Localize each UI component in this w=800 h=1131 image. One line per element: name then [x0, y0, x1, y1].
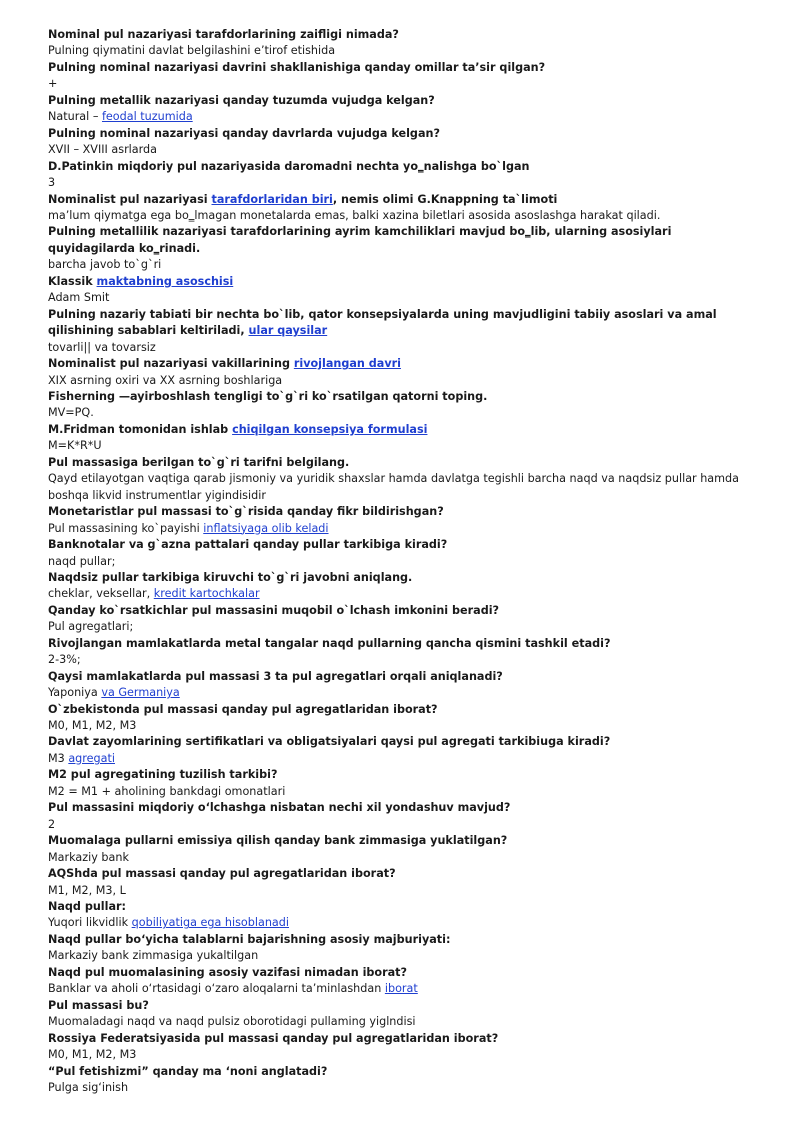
- answer: [48, 981, 760, 997]
- question-text: Pulning metallilik nazariyasi tarafdorlarining ayrim kamchiliklari mavjud bo‗lib, ularning asosiylari quyidagilarda ko‗rinadi.: [48, 225, 672, 255]
- hyperlink[interactable]: iborat: [384, 982, 418, 996]
- answer: [48, 784, 760, 800]
- answer: [48, 43, 760, 59]
- answer-text: Pulga sig‘inish: [48, 1081, 129, 1094]
- question: [48, 570, 760, 586]
- qa-item: [48, 965, 760, 998]
- qa-item: [48, 307, 760, 356]
- question: [48, 1031, 760, 1047]
- hyperlink[interactable]: ular qaysilar: [248, 324, 328, 338]
- answer-text: M0, M1, M2, M3: [48, 719, 137, 733]
- question-text: M.Fridman tomonidan ishlab: [48, 422, 233, 436]
- hyperlink[interactable]: va Germaniya: [101, 686, 180, 700]
- qa-item: [48, 767, 760, 800]
- question-text: D.Patinkin miqdoriy pul nazariyasida daromadni nechta yo‗nalishga bo`lgan: [48, 159, 530, 173]
- answer-text: 3: [48, 176, 56, 190]
- answer-text: Markaziy bank zimmasiga yukaltilgan: [48, 949, 259, 963]
- answer: [48, 619, 760, 635]
- qa-item: [48, 224, 760, 273]
- question: [48, 356, 760, 372]
- question-text: Naqdsiz pullar tarkibiga kiruvchi to`g`ri javobni aniqlang.: [48, 570, 413, 584]
- answer-text: Yaponiya: [48, 686, 102, 700]
- answer-text: Pulning qiymatini davlat belgilashini e’tirof etishida: [48, 44, 336, 58]
- qa-item: [48, 60, 760, 93]
- question: [48, 455, 760, 471]
- qa-item: [48, 126, 760, 159]
- answer-text: Adam Smit: [48, 291, 110, 305]
- question-text: Pulning nominal nazariyasi qanday davrlarda vujudga kelgan?: [48, 126, 440, 140]
- question-text: AQShda pul massasi qanday pul agregatlaridan iborat?: [48, 867, 396, 881]
- hyperlink[interactable]: qobiliyatiga ega hisoblanadi: [131, 916, 289, 930]
- question: [48, 60, 760, 76]
- answer-text: M2 = M1 + aholining bankdagi omonatlari: [48, 784, 286, 798]
- answer-text: 2-3%;: [48, 653, 81, 667]
- answer-text: tovarli|| va tovarsiz: [48, 340, 156, 354]
- answer-text: Natural –: [48, 110, 102, 124]
- qa-item: [48, 192, 760, 225]
- answer-text: M0, M1, M2, M3: [48, 1048, 137, 1062]
- question-text: Pulning metallik nazariyasi qanday tuzumda vujudga kelgan?: [48, 93, 435, 107]
- question: [48, 767, 760, 783]
- answer: [48, 685, 760, 701]
- question: [48, 307, 760, 340]
- question: [48, 159, 760, 175]
- qa-item: [48, 932, 760, 965]
- answer-text: 2: [48, 817, 56, 831]
- answer-text: Yuqori likvidlik: [48, 916, 132, 930]
- qa-item: [48, 159, 760, 192]
- qa-item: [48, 866, 760, 899]
- answer: [48, 521, 760, 537]
- question-text: Pul massasi bu?: [48, 998, 149, 1012]
- qa-item: [48, 422, 760, 455]
- answer: [48, 405, 760, 421]
- question-text: Pulning nazariy tabiati bir nechta bo`lib, qator konsepsiyalarda uning mavjudligini tabiiy asoslari va amal qilishining sabablari keltiriladi,: [48, 307, 717, 338]
- qa-item: [48, 356, 760, 389]
- question-text: Nominalist pul nazariyasi: [48, 192, 212, 206]
- question-text: Pulning nominal nazariyasi davrini shakllanishiga qanday omillar ta’sir qilgan?: [48, 60, 546, 74]
- hyperlink[interactable]: chiqilgan konsepsiya formulasi: [232, 422, 428, 436]
- answer-text: naqd pullar;: [48, 554, 116, 568]
- question-text: Banknotalar va g`azna pattalari qanday pullar tarkibiga kiradi?: [48, 538, 448, 552]
- question: [48, 899, 760, 915]
- qa-item: [48, 389, 760, 422]
- answer-text: M=K*R*U: [48, 439, 102, 453]
- question: [48, 998, 760, 1014]
- question: [48, 603, 760, 619]
- question-text: Pul massasiga berilgan to`g`ri tarifni belgilang.: [48, 455, 350, 469]
- question: [48, 389, 760, 405]
- qa-item: [48, 1064, 760, 1097]
- answer: [48, 142, 760, 158]
- qa-item: [48, 734, 760, 767]
- question-text: Nominal pul nazariyasi tarafdorlarining zaifligi nimada?: [48, 28, 399, 41]
- answer: [48, 751, 760, 767]
- qa-item: [48, 27, 760, 60]
- hyperlink[interactable]: kredit kartochkalar: [153, 587, 260, 601]
- hyperlink[interactable]: maktabning asoschisi: [96, 274, 234, 288]
- qa-item: [48, 455, 760, 504]
- qa-item: [48, 570, 760, 603]
- answer-text: M3: [48, 751, 69, 765]
- qa-item: [48, 274, 760, 307]
- hyperlink[interactable]: rivojlangan davri: [293, 357, 401, 371]
- answer-text: Muomaladagi naqd va naqd pulsiz oborotidagi pullaming yiglndisi: [48, 1015, 416, 1029]
- answer-text: Pul massasining ko`payishi: [48, 521, 204, 535]
- answer-text: barcha javob to`g`ri: [48, 258, 162, 272]
- answer: [48, 373, 760, 389]
- answer-text: cheklar, veksellar,: [48, 587, 154, 601]
- question: [48, 1064, 760, 1080]
- question-text: Naqd pullar bo‘yicha talablarni bajarishning asosiy majburiyati:: [48, 932, 451, 946]
- answer-text: Banklar va aholi o‘rtasidagi o‘zaro aloqalarni ta’minlashdan: [48, 982, 385, 996]
- answer: [48, 257, 760, 273]
- answer: [48, 1080, 760, 1096]
- answer: [48, 109, 760, 125]
- qa-item: [48, 800, 760, 833]
- question-text: Naqd pul muomalasining asosiy vazifasi nimadan iborat?: [48, 965, 408, 979]
- question: [48, 126, 760, 142]
- answer: [48, 883, 760, 899]
- qa-item: [48, 669, 760, 702]
- question-text: “Pul fetishizmi” qanday ma ‘noni anglatadi?: [48, 1064, 328, 1078]
- answer: [48, 175, 760, 191]
- question-text: Qaysi mamlakatlarda pul massasi 3 ta pul agregatlari orqali aniqlanadi?: [48, 669, 503, 683]
- question: [48, 224, 760, 257]
- answer-text: Markaziy bank: [48, 850, 129, 864]
- answer: [48, 915, 760, 931]
- answer: [48, 817, 760, 833]
- answer-text: Qayd etilayotgan vaqtiga qarab jismoniy va yuridik shaxslar hamda davlatga tegishli barcha naqd va naqdsiz pullar hamda boshqa likvid instrumentlar yigindisidir: [48, 472, 740, 502]
- question-text: Naqd pullar:: [48, 900, 127, 914]
- question: [48, 965, 760, 981]
- answer: [48, 1014, 760, 1030]
- question: [48, 734, 760, 750]
- question-text: O`zbekistonda pul massasi qanday pul agregatlaridan iborat?: [48, 702, 438, 716]
- hyperlink[interactable]: feodal tuzumida: [101, 110, 193, 124]
- question: [48, 932, 760, 948]
- answer-text: M1, M2, M3, L: [48, 883, 126, 897]
- question-text: Klassik: [48, 274, 97, 288]
- question-text: Rivojlangan mamlakatlarda metal tangalar naqd pullarning qancha qismini tashkil etadi?: [48, 636, 611, 650]
- qa-item: [48, 93, 760, 126]
- question: [48, 636, 760, 652]
- answer-text: XIX asrning oxiri va XX asrning boshlariga: [48, 373, 283, 387]
- qa-item: [48, 603, 760, 636]
- hyperlink[interactable]: tarafdorlaridan biri: [211, 192, 333, 206]
- answer: [48, 208, 760, 224]
- answer-text: MV=PQ.: [48, 406, 94, 420]
- qa-item: [48, 702, 760, 735]
- answer: [48, 850, 760, 866]
- question: [48, 93, 760, 109]
- answer-text: +: [48, 77, 58, 91]
- answer: [48, 1047, 760, 1063]
- hyperlink[interactable]: agregati: [68, 751, 115, 765]
- question: [48, 537, 760, 553]
- question-text: Fisherning —ayirboshlash tengligi to`g`ri ko`rsatilgan qatorni toping.: [48, 389, 488, 403]
- question-text: Rossiya Federatsiyasida pul massasi qanday pul agregatlaridan iborat?: [48, 1031, 499, 1045]
- answer: [48, 718, 760, 734]
- answer-text: ma’lum qiymatga ega bo‗lmagan monetalarda emas, balki xazina biletlari asosida asoslashga harakat qiladi.: [48, 208, 661, 222]
- qa-item: [48, 833, 760, 866]
- qa-item: [48, 1031, 760, 1064]
- question-text: , nemis olimi G.Knappning ta`limoti: [332, 192, 558, 206]
- qa-item: [48, 636, 760, 669]
- qa-item: [48, 998, 760, 1031]
- answer: [48, 76, 760, 92]
- question: [48, 422, 760, 438]
- answer: [48, 438, 760, 454]
- question-text: Davlat zayomlarining sertifikatlari va obligatsiyalari qaysi pul agregati tarkibiuga kiradi?: [48, 735, 611, 749]
- question-text: Nominalist pul nazariyasi vakillarining: [48, 357, 294, 371]
- answer: [48, 554, 760, 570]
- question: [48, 702, 760, 718]
- question: [48, 866, 760, 882]
- question-text: M2 pul agregatining tuzilish tarkibi?: [48, 768, 278, 782]
- answer: [48, 652, 760, 668]
- qa-item: [48, 899, 760, 932]
- qa-item: [48, 537, 760, 570]
- question: [48, 833, 760, 849]
- question: [48, 800, 760, 816]
- answer: [48, 948, 760, 964]
- question: [48, 274, 760, 290]
- question-text: Qanday ko`rsatkichlar pul massasini muqobil o`lchash imkonini beradi?: [48, 603, 500, 617]
- question: [48, 504, 760, 520]
- qa-item: [48, 504, 760, 537]
- question: [48, 27, 760, 43]
- document-page: [48, 27, 760, 1096]
- answer-text: Pul agregatlari;: [48, 620, 134, 634]
- answer-text: XVII – XVIII asrlarda: [48, 143, 158, 157]
- question-text: Monetaristlar pul massasi to`g`risida qanday fikr bildirishgan?: [48, 505, 444, 519]
- hyperlink[interactable]: inflatsiyaga olib keladi: [203, 521, 329, 535]
- answer: [48, 586, 760, 602]
- answer: [48, 290, 760, 306]
- answer: [48, 471, 760, 504]
- question-text: Pul massasini miqdoriy o‘lchashga nisbatan nechi xil yondashuv mavjud?: [48, 801, 511, 815]
- question-text: Muomalaga pullarni emissiya qilish qanday bank zimmasiga yuklatilgan?: [48, 834, 508, 848]
- answer: [48, 340, 760, 356]
- question: [48, 192, 760, 208]
- question: [48, 669, 760, 685]
